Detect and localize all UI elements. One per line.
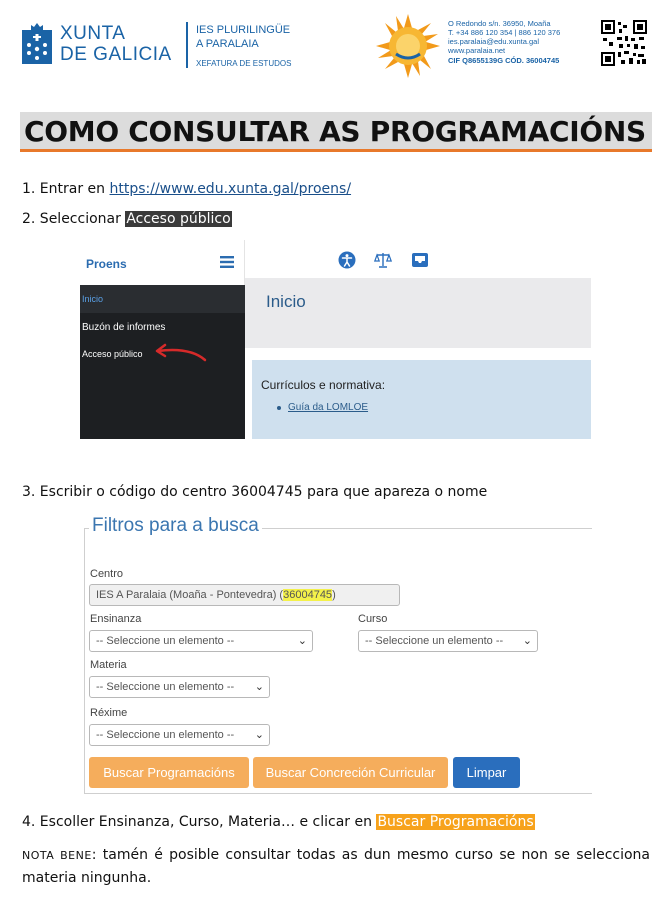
materia-select[interactable] — [89, 676, 270, 698]
contact-web: www.paralaia.net — [448, 46, 506, 55]
proens-inicio-title: Inicio — [266, 292, 306, 311]
sidebar-item-acceso-publico[interactable]: Acceso público — [82, 349, 143, 359]
step-2-text: 2. Seleccionar — [22, 211, 126, 227]
curso-label: Curso — [358, 613, 388, 625]
step-3: 3. Escribir o código do centro 36004745 para que apareza o nome — [22, 484, 488, 500]
page-title: COMO CONSULTAR AS PROGRAMACIÓNS — [24, 115, 646, 148]
hamburger-menu-icon[interactable] — [220, 255, 234, 269]
proens-brand: Proens — [86, 257, 127, 271]
ensinanza-value: -- Seleccione un elemento -- — [96, 635, 235, 647]
inbox-icon[interactable] — [411, 251, 429, 269]
proens-inicio-panel — [245, 278, 591, 348]
proens-sidebar-header — [80, 240, 245, 285]
materia-value: -- Seleccione un elemento -- — [96, 681, 235, 693]
limpar-button[interactable]: Limpar — [453, 757, 520, 788]
contact-cif-code: CIF Q8655139G CÓD. 36004745 — [448, 56, 560, 65]
filters-screenshot — [84, 512, 592, 794]
sidebar-item-buzon[interactable]: Buzón de informes — [82, 322, 166, 333]
curso-select[interactable] — [358, 630, 538, 652]
red-arrow-icon — [150, 343, 210, 363]
xunta-logo-line1: XUNTA — [60, 23, 126, 44]
accessibility-icon[interactable] — [338, 251, 356, 269]
buscar-concrecion-button[interactable]: Buscar Concreción Curricular — [253, 757, 448, 788]
step-2-highlight: Acceso público — [126, 211, 231, 227]
buscar-programacions-button[interactable]: Buscar Programacións — [89, 757, 249, 788]
nota-bene-text: : tamén é posible consultar todas as dun mesmo curso se non se selecciona materia ningunha. — [22, 847, 650, 886]
step-1-text: 1. Entrar en — [22, 181, 110, 197]
centro-code: 36004745 — [283, 589, 333, 601]
card-title: Currículos e normativa: — [261, 378, 386, 392]
centro-input[interactable] — [89, 584, 400, 606]
contact-address: O Redondo s/n. 36950, Moaña — [448, 19, 551, 28]
step-4-text: 4. Escoller Ensinanza, Curso, Materia… e clicar en — [22, 814, 377, 830]
materia-label: Materia — [90, 659, 127, 671]
proens-sidebar — [80, 285, 245, 439]
sidebar-item-inicio[interactable]: Inicio — [82, 294, 104, 304]
ies-name-line2: A PARALAIA — [196, 38, 259, 50]
ensinanza-select[interactable] — [89, 630, 313, 652]
chevron-down-icon: ⌄ — [254, 729, 264, 741]
rexime-select[interactable] — [89, 724, 270, 746]
rexime-label: Réxime — [90, 707, 128, 719]
xunta-shield-icon — [22, 22, 52, 64]
ies-sun-logo-icon — [376, 14, 440, 78]
proens-topbar — [245, 240, 591, 278]
chevron-down-icon: ⌄ — [254, 681, 264, 693]
centro-label: Centro — [90, 568, 124, 580]
lomloe-link[interactable]: Guía da LOMLOE — [288, 402, 369, 413]
step-4-highlight: Buscar Programacións — [377, 814, 534, 830]
qr-code-icon — [601, 20, 647, 66]
proens-curriculos-card — [252, 360, 591, 439]
bullet-icon — [277, 406, 281, 410]
ies-name-line1: IES PLURILINGÜE — [196, 24, 291, 36]
contact-email: ies.paralaia@edu.xunta.gal — [448, 37, 540, 46]
nota-bene — [22, 844, 650, 889]
step-1 — [22, 181, 351, 197]
filters-legend: Filtros para a busca — [89, 515, 262, 537]
chevron-down-icon: ⌄ — [297, 635, 307, 647]
filters-fieldset — [84, 528, 592, 794]
sidebar-active-bg — [80, 285, 245, 313]
chevron-down-icon: ⌄ — [522, 635, 532, 647]
step-4 — [22, 814, 535, 830]
ensinanza-label: Ensinanza — [90, 613, 142, 625]
contact-phone: T. +34 886 120 354 | 886 120 376 — [448, 28, 561, 37]
nota-bene-label: NOTA BENE — [22, 849, 92, 862]
centro-close: ) — [332, 589, 336, 601]
header-divider — [186, 22, 188, 68]
rexime-value: -- Seleccione un elemento -- — [96, 729, 235, 741]
department-name: XEFATURA DE ESTUDOS — [196, 59, 292, 68]
xunta-logo-line2: DE GALICIA — [60, 44, 172, 65]
proens-link[interactable]: https://www.edu.xunta.gal/proens/ — [109, 181, 352, 197]
centro-value: IES A Paralaia (Moaña - Pontevedra) ( — [96, 589, 284, 601]
scales-icon[interactable] — [374, 251, 392, 269]
proens-screenshot — [80, 240, 591, 439]
step-2 — [22, 211, 232, 227]
page-title-bar — [20, 112, 652, 152]
curso-value: -- Seleccione un elemento -- — [365, 635, 504, 647]
